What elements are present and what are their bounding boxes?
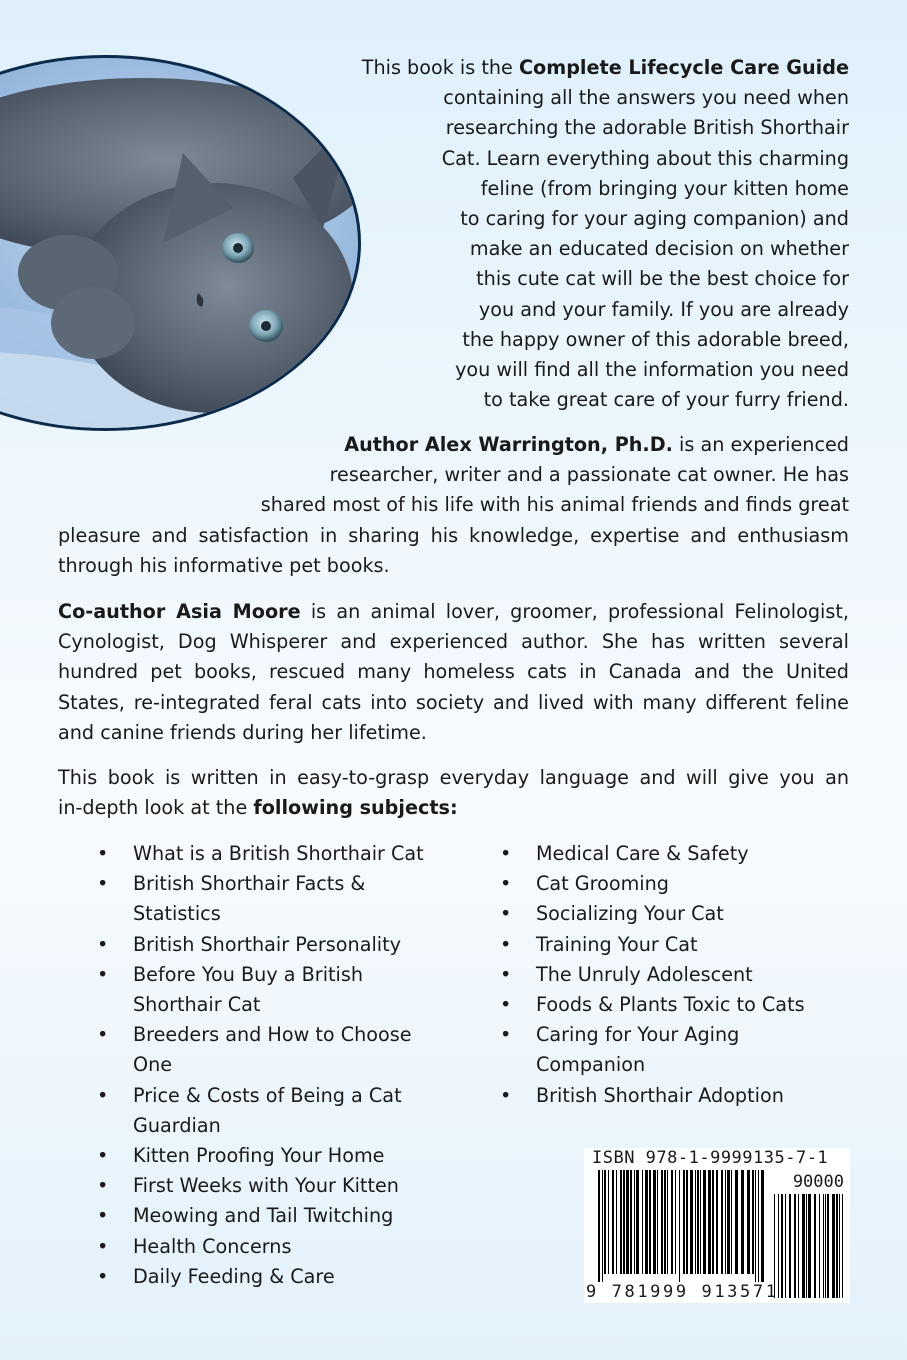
intro-paragraph: [300, 53, 849, 415]
subject-item: • Socializing Your Cat: [498, 899, 828, 929]
author-name: Author Alex Warrington, Ph.D.: [344, 433, 673, 456]
barcode-bar: [604, 1170, 606, 1274]
barcode-bar: [731, 1170, 732, 1274]
barcode-bar: [700, 1170, 701, 1274]
isbn-barcode: [584, 1148, 850, 1303]
barcode-bar: [686, 1170, 688, 1274]
subjects-list-left: [95, 839, 430, 1292]
intro-line: This book is the Complete Lifecycle Care Guide: [361, 56, 849, 79]
barcode-bar: [675, 1170, 676, 1274]
subjects-list-right: [498, 839, 828, 1111]
subject-item: • Meowing and Tail Twitching: [95, 1201, 430, 1231]
subject-item: • Medical Care & Safety: [498, 839, 828, 869]
addon-bar: [839, 1194, 840, 1298]
subject-item: • Daily Feeding & Care: [95, 1262, 430, 1292]
barcode-bar: [630, 1170, 632, 1274]
barcode-bar: [741, 1170, 744, 1274]
subject-item: • What is a British Shorthair Cat: [95, 839, 430, 869]
intro-line: the happy owner of this adorable breed,: [462, 327, 849, 351]
barcode-bar: [690, 1170, 693, 1274]
barcode-bar: [683, 1170, 685, 1274]
addon-bar: [814, 1194, 816, 1298]
barcode-bar: [664, 1170, 666, 1274]
subject-item: • Cat Grooming: [498, 869, 828, 899]
author-paragraph: Author Alex Warrington, Ph.D. is an experienced researcher, writer and a passionate cat owner. He has shared most of his life with his animal friends and finds great pleasure and satisfaction in sharing his knowledge, expertise and enthusiasm through his informative pet books.: [58, 433, 849, 577]
addon-bar: [794, 1194, 796, 1298]
intro-line: to caring for your aging companion) and: [460, 207, 849, 231]
subject-item: • British Shorthair Personality: [95, 930, 430, 960]
subject-item: • British Shorthair Facts & Statistics: [95, 869, 430, 929]
addon-bar: [806, 1194, 807, 1298]
barcode-bar: [752, 1170, 754, 1274]
barcode-bar: [657, 1170, 658, 1274]
addon-bar: [789, 1194, 791, 1298]
addon-bar: [827, 1194, 829, 1298]
price-addon: 90000: [792, 1172, 844, 1192]
barcode-bar: [623, 1170, 625, 1274]
intro-line: this cute cat will be the best choice for: [476, 267, 849, 291]
subjects-intro: This book is written in easy-to-grasp everyday language and will give you an in-depth look at the following subjects:: [58, 766, 849, 820]
barcode-bar: [716, 1170, 718, 1274]
barcode-bar: [616, 1170, 617, 1274]
barcode-bars: [584, 1148, 850, 1303]
barcode-bar: [598, 1170, 600, 1282]
isbn-number: ISBN 978-1-9999135-7-1: [592, 1148, 829, 1168]
barcode-bar: [645, 1170, 648, 1274]
intro-line: containing all the answers you need when: [443, 86, 849, 110]
barcode-bar: [661, 1170, 663, 1274]
addon-bar: [823, 1194, 824, 1298]
barcode-bar: [642, 1170, 643, 1274]
subject-item: • Foods & Plants Toxic to Cats: [498, 990, 828, 1020]
addon-bar: [836, 1194, 838, 1298]
addon-bar: [842, 1194, 843, 1298]
barcode-bar: [671, 1170, 673, 1274]
subject-item: • Breeders and How to Choose One: [95, 1020, 430, 1080]
addon-bar: [798, 1194, 799, 1298]
intro-line: to take great care of your furry friend.: [483, 388, 849, 412]
coauthor-paragraph: Co-author Asia Moore is an animal lover, groomer, professional Felinologist, Cynologist, Dog Whisperer and experienced author. She has written several hundred pet books, rescued many homeless cats in Canada and the United States, re-integrated feral cats into society and lived with many different feline and canine friends during her lifetime.: [58, 600, 849, 744]
barcode-bar: [695, 1170, 696, 1274]
barcode-bar: [725, 1170, 726, 1274]
intro-line: you and your family. If you are already: [478, 297, 849, 321]
barcode-bar: [679, 1170, 680, 1282]
barcode-bar: [620, 1170, 622, 1274]
barcode-bar: [758, 1170, 759, 1282]
barcode-bar: [727, 1170, 730, 1274]
barcode-bar: [697, 1170, 699, 1274]
intro-line: feline (from bringing your kitten home: [480, 176, 849, 200]
subject-item: • Kitten Proofing Your Home: [95, 1141, 430, 1171]
intro-line: you will find all the information you need: [455, 358, 849, 382]
addon-bar: [825, 1194, 826, 1298]
intro-line: researching the adorable British Shorthair: [445, 116, 849, 140]
intro-line: Cat. Learn everything about this charming: [441, 146, 849, 170]
intro-line: make an educated decision on whether: [469, 237, 849, 261]
barcode-bar: [636, 1170, 639, 1274]
barcode-bar: [755, 1170, 756, 1282]
addon-bar: [832, 1194, 835, 1298]
barcode-bar: [747, 1170, 750, 1274]
subject-item: • Training Your Cat: [498, 930, 828, 960]
subjects-heading: following subjects:: [253, 796, 458, 820]
barcode-bar: [634, 1170, 635, 1274]
subject-item: • The Unruly Adolescent: [498, 960, 828, 990]
subject-item: • Price & Costs of Being a Cat Guardian: [95, 1081, 430, 1141]
subject-item: • Health Concerns: [95, 1232, 430, 1262]
barcode-bar: [626, 1170, 629, 1274]
subject-item: • British Shorthair Adoption: [498, 1081, 828, 1111]
barcode-bar: [608, 1170, 609, 1274]
addon-bar: [785, 1194, 786, 1298]
addon-bar: [802, 1194, 805, 1298]
barcode-bar: [735, 1170, 738, 1274]
barcode-bar: [708, 1170, 711, 1274]
barcode-bar: [667, 1170, 668, 1274]
coauthor-name: Co-author Asia Moore: [58, 600, 301, 623]
addon-bar: [808, 1194, 811, 1298]
subject-item: • Caring for Your Aging Companion: [498, 1020, 828, 1080]
barcode-bar: [703, 1170, 706, 1274]
guide-title: Complete Lifecycle Care Guide: [518, 56, 849, 79]
addon-bar: [781, 1194, 783, 1298]
barcode-bar: [612, 1170, 614, 1274]
subject-item: • Before You Buy a British Shorthair Cat: [95, 960, 430, 1020]
addon-bar: [819, 1194, 820, 1298]
subject-item: • First Weeks with Your Kitten: [95, 1171, 430, 1201]
barcode-bar: [649, 1170, 651, 1274]
barcode-bar: [653, 1170, 656, 1274]
barcode-bar: [721, 1170, 723, 1274]
barcode-bar: [602, 1170, 603, 1282]
barcode-bar: [712, 1170, 714, 1274]
barcode-bar: [761, 1170, 764, 1282]
barcode-digits: 9 781999 913571: [586, 1282, 779, 1302]
